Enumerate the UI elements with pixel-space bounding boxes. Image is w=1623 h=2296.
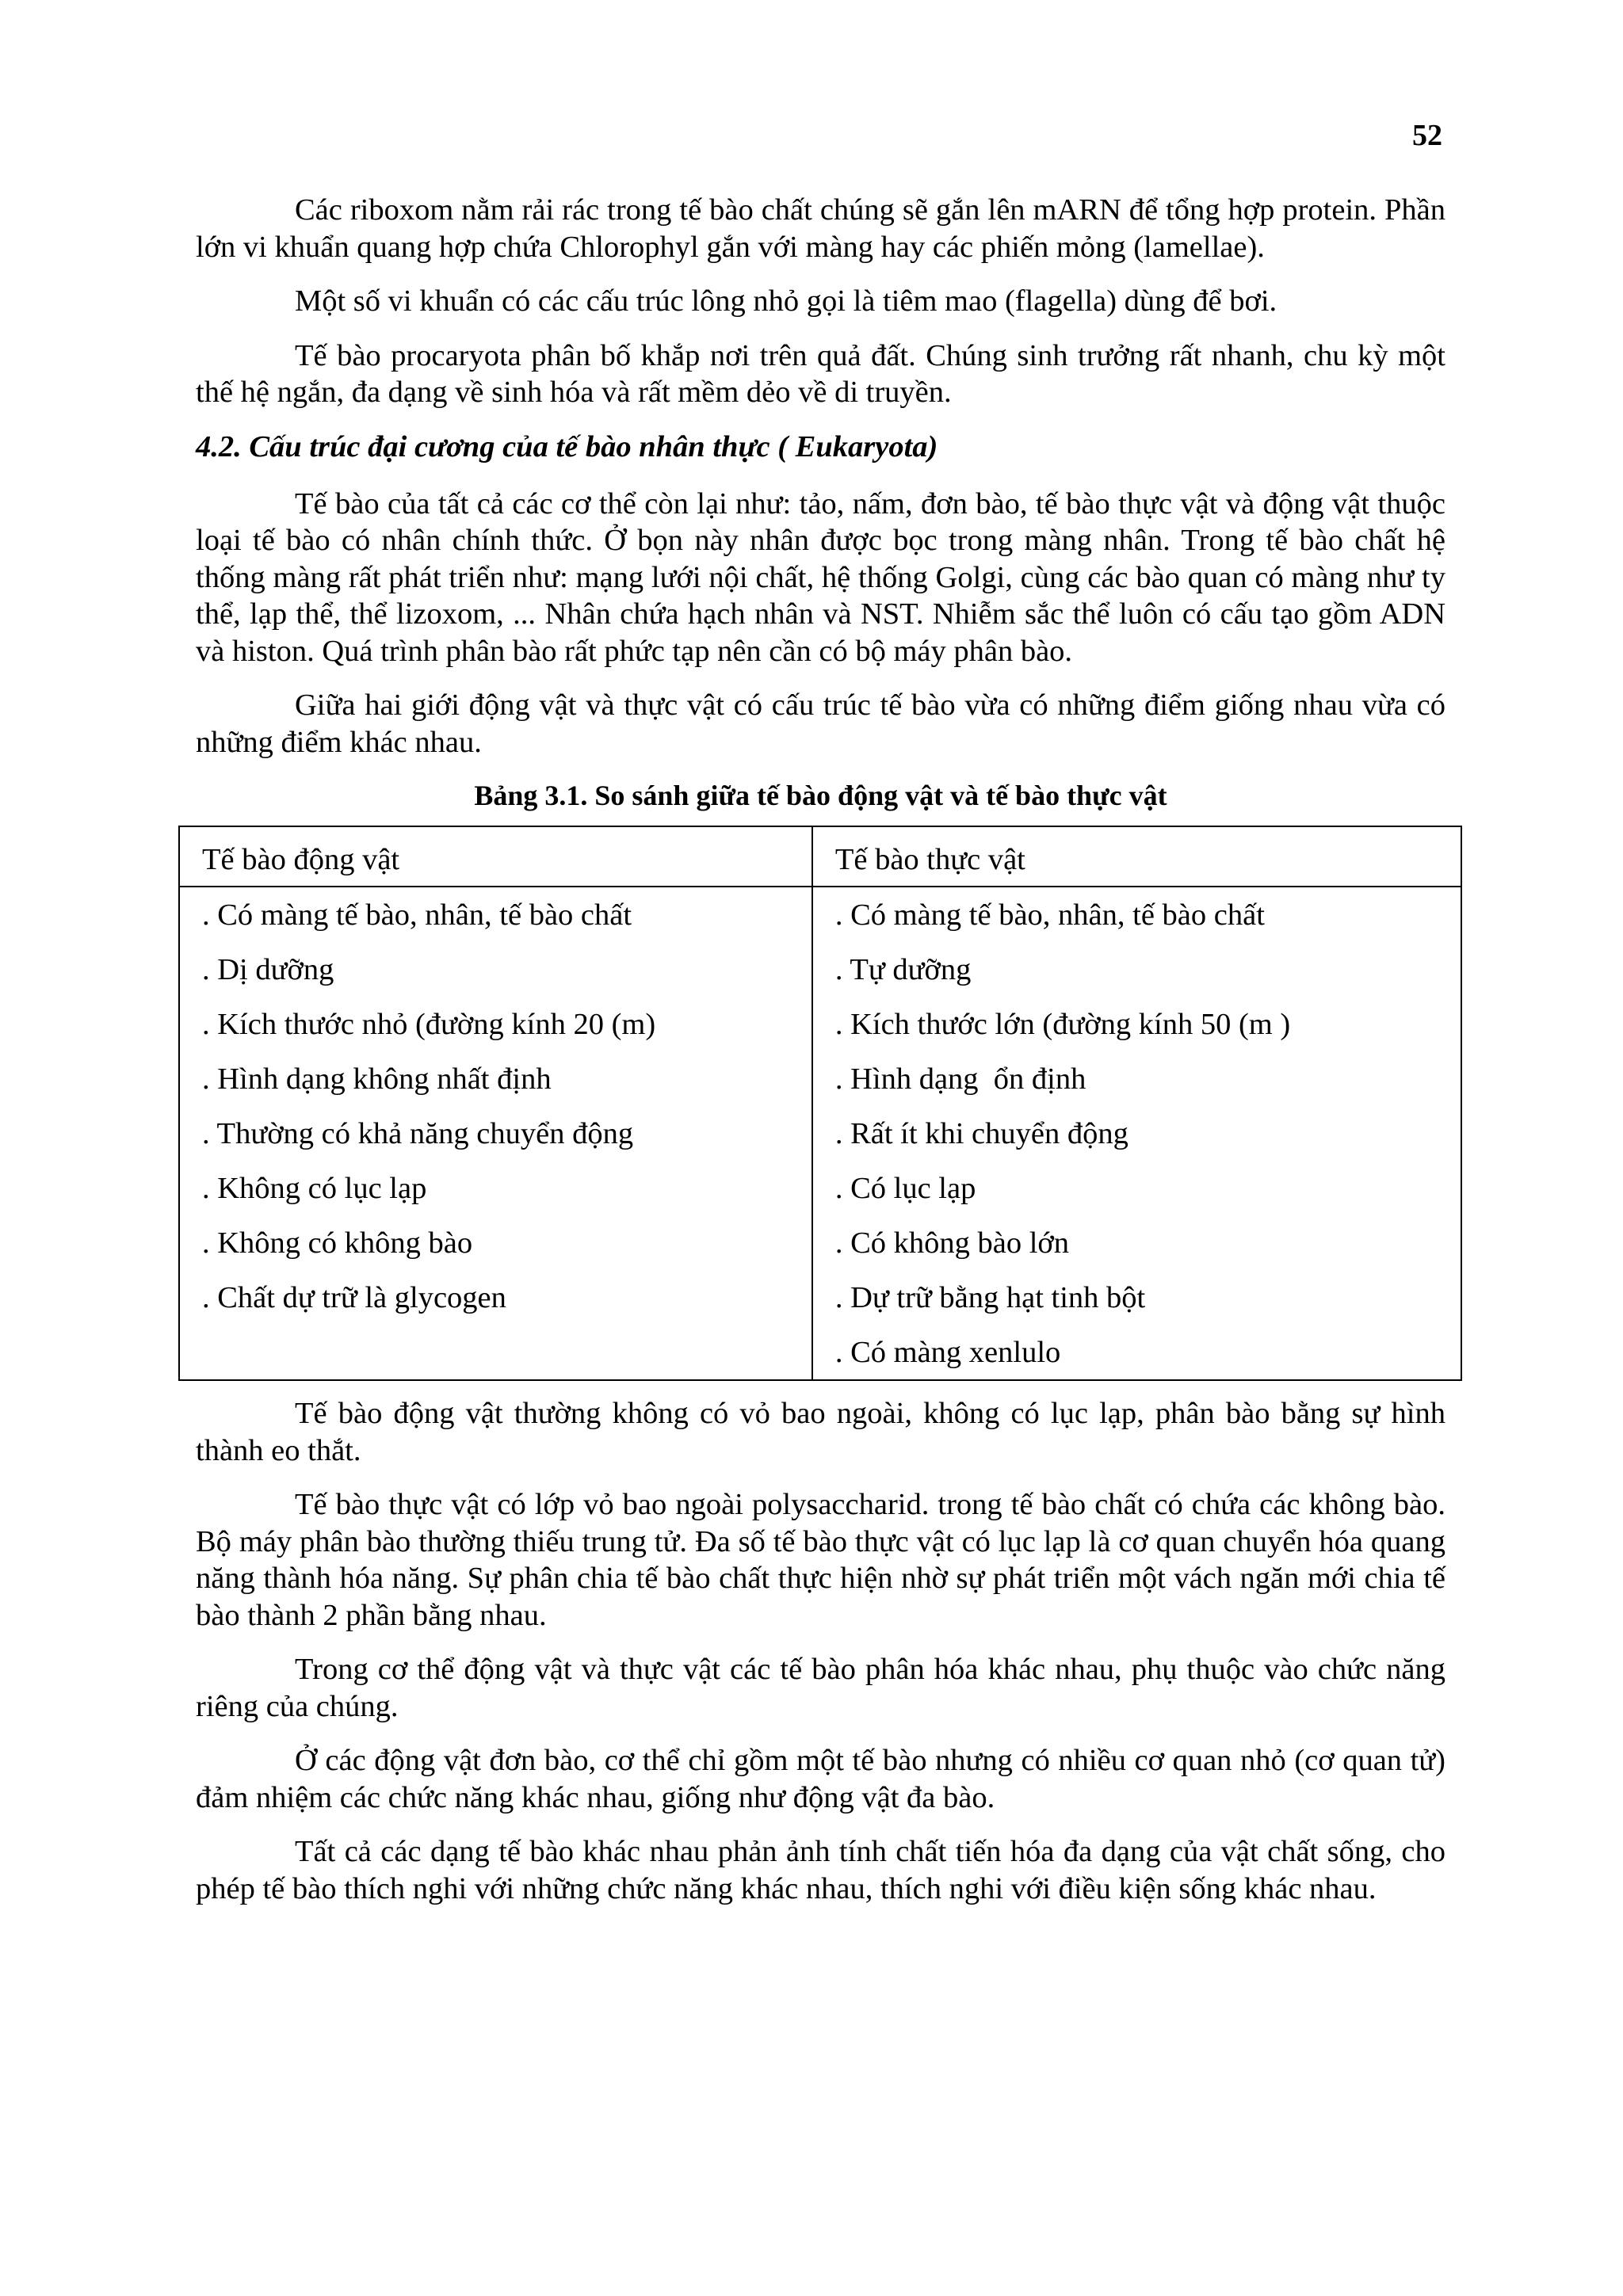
table-row: [179, 942, 1461, 997]
paragraph-ribosomes: Các riboxom nằm rải rác trong tế bào chất chúng sẽ gắn lên mARN để tổng hợp protein. Phần lớn vi khuẩn quang hợp chứa Chlorophyl gắn với màng hay các phiến mỏng (lamellae).: [196, 193, 1445, 264]
table-header-animal-cell: Tế bào động vật: [179, 826, 812, 887]
page-content: [196, 192, 1445, 1924]
table-cell-plant: . Rất ít khi chuyển động: [812, 1106, 1461, 1161]
table-row: [179, 1270, 1461, 1325]
paragraph-unicellular: Ở các động vật đơn bào, cơ thể chỉ gồm một tế bào nhưng có nhiều cơ quan nhỏ (cơ quan tử) đảm nhiệm các chức năng khác nhau, giống như động vật đa bào.: [196, 1744, 1445, 1814]
table-cell-animal: . Chất dự trữ là glycogen: [179, 1270, 812, 1325]
table-cell-plant: . Kích thước lớn (đường kính 50 (m ): [812, 997, 1461, 1051]
paragraph-differentiation: Trong cơ thể động vật và thực vật các tế bào phân hóa khác nhau, phụ thuộc vào chức năng riêng của chúng.: [196, 1653, 1445, 1723]
table-cell-plant: . Dự trữ bằng hạt tinh bột: [812, 1270, 1461, 1325]
table-cell-animal: . Không có không bào: [179, 1215, 812, 1270]
table-cell-plant: . Tự dưỡng: [812, 942, 1461, 997]
table-cell-animal: . Thường có khả năng chuyển động: [179, 1106, 812, 1161]
paragraph-plant-cell: Tế bào thực vật có lớp vỏ bao ngoài polysaccharid. trong tế bào chất có chứa các không bào. Bộ máy phân bào thường thiếu trung tử. Đa số tế bào thực vật có lục lạp là cơ quan chuyển hóa quang năng thành hóa năng. Sự phân chia tế bào chất thực hiện nhờ sự phát triển một vách ngăn mới chia tế bào thành 2 phần bằng nhau.: [196, 1488, 1445, 1632]
table-cell-plant: . Có màng tế bào, nhân, tế bào chất: [812, 887, 1461, 942]
table-cell-animal: . Không có lục lạp: [179, 1161, 812, 1215]
table-row: [179, 1161, 1461, 1215]
table-header-row: [179, 826, 1461, 887]
table-row: [179, 1325, 1461, 1380]
section-heading: 4.2. Cấu trúc đại cương của tế bào nhân thực ( Eukaryota): [196, 429, 938, 463]
paragraph-comparison-intro: Giữa hai giới động vật và thực vật có cấu trúc tế bào vừa có những điểm giống nhau vừa có những điểm khác nhau.: [196, 688, 1445, 759]
paragraph-animal-cell: Tế bào động vật thường không có vỏ bao ngoài, không có lục lạp, phân bào bằng sự hình thành eo thắt.: [196, 1397, 1445, 1467]
comparison-table: [178, 826, 1462, 1381]
paragraph-flagella: Một số vi khuẩn có các cấu trúc lông nhỏ gọi là tiêm mao (flagella) dùng để bơi.: [295, 284, 1277, 318]
table-cell-animal: . Dị dưỡng: [179, 942, 812, 997]
table-cell-animal: . Hình dạng không nhất định: [179, 1051, 812, 1106]
table-row: [179, 1106, 1461, 1161]
table-cell-plant: . Có lục lạp: [812, 1161, 1461, 1215]
table-header-plant-cell: Tế bào thực vật: [812, 826, 1461, 887]
table-cell-animal: [179, 1325, 812, 1380]
table-cell-plant: . Hình dạng ổn định: [812, 1051, 1461, 1106]
table-cell-plant: . Có không bào lớn: [812, 1215, 1461, 1270]
page-number: 52: [1412, 119, 1442, 152]
table-cell-plant: . Có màng xenlulo: [812, 1325, 1461, 1380]
table-cell-animal: . Có màng tế bào, nhân, tế bào chất: [179, 887, 812, 942]
table-row: [179, 1051, 1461, 1106]
table-row: [179, 997, 1461, 1051]
table-row: [179, 887, 1461, 942]
paragraph-eukaryota: Tế bào của tất cả các cơ thể còn lại như: tảo, nấm, đơn bào, tế bào thực vật và động vật thuộc loại tế bào có nhân chính thức. Ở bọn này nhân được bọc trong màng nhân. Trong tế bào chất hệ thống màng rất phát triển như: mạng lưới nội chất, hệ thống Golgi, cùng các bào quan có màng như ty thể, lạp thể, thể lizoxom, ... Nhân chứa hạch nhân và NST. Nhiễm sắc thể luôn có cấu tạo gồm ADN và histon. Quá trình phân bào rất phức tạp nên cần có bộ máy phân bào.: [196, 486, 1445, 668]
paragraph-evolution: Tất cả các dạng tế bào khác nhau phản ảnh tính chất tiến hóa đa dạng của vật chất sống, cho phép tế bào thích nghi với những chức năng khác nhau, thích nghi với điều kiện sống khác nhau.: [196, 1835, 1445, 1905]
paragraph-procaryota: Tế bào procaryota phân bố khắp nơi trên quả đất. Chúng sinh trưởng rất nhanh, chu kỳ một thế hệ ngắn, đa dạng về sinh hóa và rất mềm dẻo về di truyền.: [196, 338, 1445, 409]
table-cell-animal: . Kích thước nhỏ (đường kính 20 (m): [179, 997, 812, 1051]
table-row: [179, 1215, 1461, 1270]
table-caption: Bảng 3.1. So sánh giữa tế bào động vật và tế bào thực vật: [474, 780, 1167, 811]
